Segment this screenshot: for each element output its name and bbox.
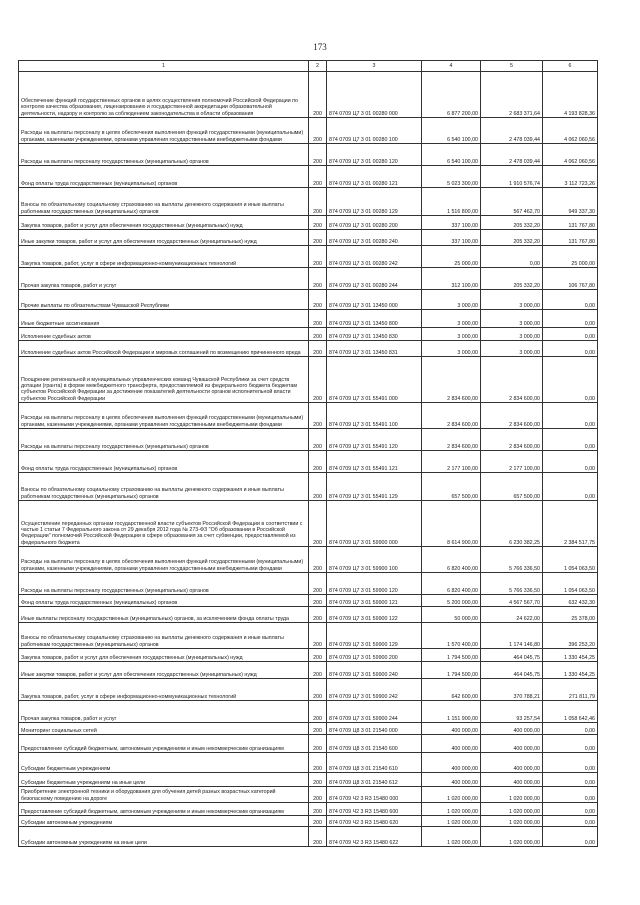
row-name: Фонд оплаты труда государственных (муниципальных) органов <box>19 166 309 188</box>
row-executed-amount: 6 230 382,25 <box>481 501 543 547</box>
row-approved-amount: 3 000,00 <box>422 341 481 357</box>
table-row <box>19 403 598 429</box>
table-row <box>19 118 598 144</box>
row-classification-code: 874 0709 Ц7 3 01 59900 200 <box>327 649 422 662</box>
row-unexecuted-amount: 131 767,80 <box>543 216 598 230</box>
row-classification-code: 874 0709 Ц7 3 01 00280 100 <box>327 118 422 144</box>
row-unexecuted-amount: 0,00 <box>543 451 598 473</box>
row-approved-amount: 2 834 600,00 <box>422 403 481 429</box>
column-header-6: 6 <box>543 61 598 72</box>
row-classification-code: 874 0709 Ч2 3 R3 15480 000 <box>327 787 422 803</box>
row-name: Исполнение судебных актов <box>19 328 309 341</box>
row-unexecuted-amount: 1 330 454,25 <box>543 649 598 662</box>
row-classification-code: 874 0709 Ц7 3 01 59900 240 <box>327 662 422 679</box>
column-header-2: 2 <box>309 61 327 72</box>
table-row <box>19 679 598 701</box>
row-unexecuted-amount: 25 000,00 <box>543 246 598 268</box>
table-row <box>19 290 598 310</box>
row-approved-amount: 400 000,00 <box>422 773 481 787</box>
row-approved-amount: 3 000,00 <box>422 310 481 328</box>
row-executed-amount: 0,00 <box>481 246 543 268</box>
row-name: Закупка товаров, работ, услуг в сфере информационно-коммуникационных технологий <box>19 246 309 268</box>
table-header-row <box>19 61 598 72</box>
row-classification-code: 874 0709 Ц7 3 01 00280 121 <box>327 166 422 188</box>
row-line-code: 200 <box>309 144 327 166</box>
row-line-code: 200 <box>309 246 327 268</box>
table-row <box>19 753 598 773</box>
row-approved-amount: 642 600,00 <box>422 679 481 701</box>
row-classification-code: 874 0709 Ц8 3 01 21540 612 <box>327 773 422 787</box>
table-row <box>19 328 598 341</box>
row-line-code: 200 <box>309 607 327 623</box>
row-unexecuted-amount: 0,00 <box>543 328 598 341</box>
row-unexecuted-amount: 131 767,80 <box>543 230 598 246</box>
row-approved-amount: 2 834 600,00 <box>422 429 481 451</box>
row-line-code: 200 <box>309 787 327 803</box>
table-row <box>19 816 598 827</box>
row-name: Расходы на выплаты персоналу в целях обеспечения выполнения функций государственными (муниципальными) органами, казенными учреждениями, органами управления государственными внебюджетными фондами <box>19 403 309 429</box>
table-row <box>19 649 598 662</box>
row-classification-code: 874 0709 Ц7 3 01 59900 000 <box>327 501 422 547</box>
row-line-code: 200 <box>309 827 327 847</box>
row-name: Обеспечение функций государственных органов в целях осуществления полномочий Российской Федерации по контролю качества образования, лицензированию и государственной аккредитации образовательной деятельности, надзору и контролю за соблюдением законодательства в области образования <box>19 72 309 118</box>
row-executed-amount: 657 500,00 <box>481 473 543 501</box>
row-approved-amount: 657 500,00 <box>422 473 481 501</box>
row-line-code: 200 <box>309 701 327 723</box>
row-classification-code: 874 0709 Ч2 3 R3 15480 620 <box>327 816 422 827</box>
row-executed-amount: 464 045,75 <box>481 662 543 679</box>
row-name: Расходы на выплаты персоналу государственных (муниципальных) органов <box>19 573 309 595</box>
row-classification-code: 874 0709 Ц7 3 01 59900 100 <box>327 547 422 573</box>
row-approved-amount: 400 000,00 <box>422 723 481 735</box>
table-row <box>19 803 598 816</box>
row-line-code: 200 <box>309 166 327 188</box>
row-executed-amount: 2 478 039,44 <box>481 118 543 144</box>
row-classification-code: 874 0709 Ц7 3 01 00280 200 <box>327 216 422 230</box>
row-executed-amount: 400 000,00 <box>481 773 543 787</box>
row-name: Расходы на выплаты персоналу в целях обеспечения выполнения функций государственными (муниципальными) органами, казенными учреждениями, органами управления государственными внебюджетными фондами <box>19 118 309 144</box>
table-row <box>19 827 598 847</box>
row-unexecuted-amount: 0,00 <box>543 803 598 816</box>
row-approved-amount: 6 540 100,00 <box>422 118 481 144</box>
row-unexecuted-amount: 0,00 <box>543 357 598 403</box>
table-row <box>19 473 598 501</box>
row-unexecuted-amount: 1 054 063,50 <box>543 573 598 595</box>
row-classification-code: 874 0709 Ц7 3 01 55491 100 <box>327 403 422 429</box>
table-row <box>19 72 598 118</box>
row-unexecuted-amount: 0,00 <box>543 827 598 847</box>
row-classification-code: 874 0709 Ц7 3 01 13450 831 <box>327 341 422 357</box>
row-name: Иные закупки товаров, работ и услуг для обеспечения государственных (муниципальных) нужд <box>19 230 309 246</box>
row-unexecuted-amount: 0,00 <box>543 473 598 501</box>
table-row <box>19 547 598 573</box>
row-executed-amount: 1 020 000,00 <box>481 787 543 803</box>
table-row <box>19 607 598 623</box>
row-classification-code: 874 0709 Ц7 3 01 00280 242 <box>327 246 422 268</box>
row-unexecuted-amount: 2 384 517,75 <box>543 501 598 547</box>
table-row <box>19 166 598 188</box>
row-name: Расходы на выплаты персоналу в целях обеспечения выполнения функций государственными (муниципальными) органами, казенными учреждениями, органами управления государственными внебюджетными фондами <box>19 547 309 573</box>
row-classification-code: 874 0709 Ц7 3 01 59900 122 <box>327 607 422 623</box>
row-approved-amount: 5 200 000,00 <box>422 595 481 607</box>
row-executed-amount: 400 000,00 <box>481 723 543 735</box>
row-name: Закупка товаров, работ и услуг для обеспечения государственных (муниципальных) нужд <box>19 649 309 662</box>
row-line-code: 200 <box>309 753 327 773</box>
table-row <box>19 701 598 723</box>
row-approved-amount: 1 151 900,00 <box>422 701 481 723</box>
row-executed-amount: 5 766 336,50 <box>481 573 543 595</box>
row-executed-amount: 93 257,54 <box>481 701 543 723</box>
table-row <box>19 451 598 473</box>
row-approved-amount: 3 000,00 <box>422 328 481 341</box>
row-executed-amount: 2 683 371,64 <box>481 72 543 118</box>
table-row <box>19 735 598 753</box>
row-line-code: 200 <box>309 403 327 429</box>
row-executed-amount: 3 000,00 <box>481 290 543 310</box>
row-name: Закупка товаров, работ, услуг в сфере информационно-коммуникационных технологий <box>19 679 309 701</box>
row-executed-amount: 205 332,20 <box>481 230 543 246</box>
row-executed-amount: 400 000,00 <box>481 753 543 773</box>
row-classification-code: 874 0709 Ц7 3 01 55491 129 <box>327 473 422 501</box>
row-line-code: 200 <box>309 816 327 827</box>
row-executed-amount: 1 020 000,00 <box>481 827 543 847</box>
row-line-code: 200 <box>309 357 327 403</box>
row-approved-amount: 2 834 600,00 <box>422 357 481 403</box>
row-unexecuted-amount: 1 054 063,50 <box>543 547 598 573</box>
row-name: Фонд оплаты труда государственных (муниципальных) органов <box>19 595 309 607</box>
row-line-code: 200 <box>309 188 327 216</box>
row-unexecuted-amount: 1 330 454,25 <box>543 662 598 679</box>
row-approved-amount: 50 000,00 <box>422 607 481 623</box>
row-approved-amount: 6 540 100,00 <box>422 144 481 166</box>
table-row <box>19 144 598 166</box>
row-unexecuted-amount: 0,00 <box>543 403 598 429</box>
row-executed-amount: 2 834 600,00 <box>481 357 543 403</box>
row-classification-code: 874 0709 Ч2 3 R3 15480 622 <box>327 827 422 847</box>
row-line-code: 200 <box>309 290 327 310</box>
row-unexecuted-amount: 0,00 <box>543 753 598 773</box>
row-name: Иные закупки товаров, работ и услуг для обеспечения государственных (муниципальных) нужд <box>19 662 309 679</box>
table-row <box>19 268 598 290</box>
row-approved-amount: 1 570 400,00 <box>422 623 481 649</box>
row-approved-amount: 312 100,00 <box>422 268 481 290</box>
row-classification-code: 874 0709 Ц7 3 01 00280 129 <box>327 188 422 216</box>
row-classification-code: 874 0709 Ц7 3 01 59900 242 <box>327 679 422 701</box>
table-row <box>19 501 598 547</box>
row-classification-code: 874 0709 Ц7 3 01 55491 121 <box>327 451 422 473</box>
row-classification-code: 874 0709 Ц7 3 01 59900 244 <box>327 701 422 723</box>
column-header-5: 5 <box>481 61 543 72</box>
table-row <box>19 662 598 679</box>
row-approved-amount: 8 614 900,00 <box>422 501 481 547</box>
row-unexecuted-amount: 271 811,79 <box>543 679 598 701</box>
row-unexecuted-amount: 4 062 060,56 <box>543 118 598 144</box>
row-line-code: 200 <box>309 723 327 735</box>
row-classification-code: 874 0709 Ц7 3 01 00280 120 <box>327 144 422 166</box>
row-unexecuted-amount: 0,00 <box>543 290 598 310</box>
row-line-code: 200 <box>309 501 327 547</box>
row-classification-code: 874 0709 Ц7 3 01 13450 800 <box>327 310 422 328</box>
row-approved-amount: 1 020 000,00 <box>422 816 481 827</box>
row-name: Субсидии бюджетным учреждениям <box>19 753 309 773</box>
table-row <box>19 787 598 803</box>
row-approved-amount: 337 100,00 <box>422 216 481 230</box>
row-unexecuted-amount: 0,00 <box>543 341 598 357</box>
row-name: Иные выплаты персоналу государственных (муниципальных) органов, за исключением фонда оплаты труда <box>19 607 309 623</box>
row-approved-amount: 400 000,00 <box>422 735 481 753</box>
table-row <box>19 595 598 607</box>
row-line-code: 200 <box>309 735 327 753</box>
row-classification-code: 874 0709 Ц8 3 01 21540 000 <box>327 723 422 735</box>
row-executed-amount: 5 766 336,50 <box>481 547 543 573</box>
row-approved-amount: 6 877 200,00 <box>422 72 481 118</box>
row-unexecuted-amount: 3 112 723,26 <box>543 166 598 188</box>
row-classification-code: 874 0709 Ц7 3 01 59900 120 <box>327 573 422 595</box>
table-row <box>19 216 598 230</box>
row-unexecuted-amount: 4 193 828,36 <box>543 72 598 118</box>
row-classification-code: 874 0709 Ц8 3 01 21540 600 <box>327 735 422 753</box>
row-line-code: 200 <box>309 429 327 451</box>
row-line-code: 200 <box>309 118 327 144</box>
row-unexecuted-amount: 396 253,20 <box>543 623 598 649</box>
budget-execution-table <box>18 60 598 847</box>
row-classification-code: 874 0709 Ц7 3 01 59900 129 <box>327 623 422 649</box>
row-approved-amount: 1 516 800,00 <box>422 188 481 216</box>
row-line-code: 200 <box>309 595 327 607</box>
row-executed-amount: 464 045,75 <box>481 649 543 662</box>
row-unexecuted-amount: 0,00 <box>543 735 598 753</box>
table-row <box>19 357 598 403</box>
row-executed-amount: 1 174 146,80 <box>481 623 543 649</box>
row-classification-code: 874 0709 Ц7 3 01 55491 120 <box>327 429 422 451</box>
row-name: Субсидии автономным учреждениям на иные цели <box>19 827 309 847</box>
row-executed-amount: 1 020 000,00 <box>481 816 543 827</box>
row-executed-amount: 567 462,70 <box>481 188 543 216</box>
row-name: Предоставление субсидий бюджетным, автономным учреждениям и иным некоммерческим организациям <box>19 803 309 816</box>
row-approved-amount: 6 820 400,00 <box>422 573 481 595</box>
row-approved-amount: 1 794 500,00 <box>422 649 481 662</box>
row-line-code: 200 <box>309 649 327 662</box>
row-line-code: 200 <box>309 803 327 816</box>
row-approved-amount: 2 177 100,00 <box>422 451 481 473</box>
row-executed-amount: 370 788,21 <box>481 679 543 701</box>
row-name: Субсидии автономным учреждениям <box>19 816 309 827</box>
row-approved-amount: 1 020 000,00 <box>422 827 481 847</box>
page-number: 173 <box>313 42 327 52</box>
row-line-code: 200 <box>309 773 327 787</box>
row-approved-amount: 400 000,00 <box>422 753 481 773</box>
row-classification-code: 874 0709 Ц7 3 01 13450 000 <box>327 290 422 310</box>
row-unexecuted-amount: 4 062 060,56 <box>543 144 598 166</box>
row-name: Взносы по обязательному социальному страхованию на выплаты денежного содержания и иные выплаты работникам государственных (муниципальных) органов <box>19 188 309 216</box>
row-approved-amount: 1 020 000,00 <box>422 803 481 816</box>
table-row <box>19 623 598 649</box>
row-name: Закупка товаров, работ и услуг для обеспечения государственных (муниципальных) нужд <box>19 216 309 230</box>
row-classification-code: 874 0709 Ц7 3 01 13450 830 <box>327 328 422 341</box>
row-unexecuted-amount: 949 337,30 <box>543 188 598 216</box>
row-executed-amount: 1 020 000,00 <box>481 803 543 816</box>
row-executed-amount: 3 000,00 <box>481 310 543 328</box>
row-name: Осуществление переданных органам государственной власти субъектов Российской Федерации в соответствии с частью 1 статьи 7 Федерального закона от 29 декабря 2012 года № 273-ФЗ "Об образовании в Российской Федерации" полномочий Российской Федерации в сфере образования за счет субвенции, предоставляемой из федерального бюджета <box>19 501 309 547</box>
row-line-code: 200 <box>309 341 327 357</box>
row-line-code: 200 <box>309 473 327 501</box>
row-unexecuted-amount: 0,00 <box>543 310 598 328</box>
row-name: Взносы по обязательному социальному страхованию на выплаты денежного содержания и иные выплаты работникам государственных (муниципальных) органов <box>19 473 309 501</box>
row-line-code: 200 <box>309 679 327 701</box>
row-line-code: 200 <box>309 328 327 341</box>
row-executed-amount: 2 478 039,44 <box>481 144 543 166</box>
row-executed-amount: 205 332,20 <box>481 268 543 290</box>
row-classification-code: 874 0709 Ч2 3 R3 15480 600 <box>327 803 422 816</box>
row-executed-amount: 4 567 567,70 <box>481 595 543 607</box>
row-executed-amount: 2 834 600,00 <box>481 429 543 451</box>
column-header-3: 3 <box>327 61 422 72</box>
row-approved-amount: 25 000,00 <box>422 246 481 268</box>
row-unexecuted-amount: 106 767,80 <box>543 268 598 290</box>
row-line-code: 200 <box>309 268 327 290</box>
row-unexecuted-amount: 0,00 <box>543 723 598 735</box>
column-header-4: 4 <box>422 61 481 72</box>
row-classification-code: 874 0709 Ц7 3 01 00280 000 <box>327 72 422 118</box>
row-unexecuted-amount: 25 378,00 <box>543 607 598 623</box>
row-approved-amount: 5 023 300,00 <box>422 166 481 188</box>
row-name: Прочие выплаты по обязательствам Чувашской Республики <box>19 290 309 310</box>
row-line-code: 200 <box>309 72 327 118</box>
row-name: Мониторинг социальных сетей <box>19 723 309 735</box>
row-classification-code: 874 0709 Ц8 3 01 21540 610 <box>327 753 422 773</box>
table-row <box>19 246 598 268</box>
table-row <box>19 310 598 328</box>
row-executed-amount: 3 000,00 <box>481 341 543 357</box>
row-unexecuted-amount: 0,00 <box>543 816 598 827</box>
row-classification-code: 874 0709 Ц7 3 01 55491 000 <box>327 357 422 403</box>
row-approved-amount: 1 794 500,00 <box>422 662 481 679</box>
row-name: Приобретение электронной техники и оборудования для обучения детей разных возрастных категорий безопасному поведению на дороге <box>19 787 309 803</box>
row-executed-amount: 205 332,20 <box>481 216 543 230</box>
row-executed-amount: 3 000,00 <box>481 328 543 341</box>
row-name: Взносы по обязательному социальному страхованию на выплаты денежного содержания и иные выплаты работникам государственных (муниципальных) органов <box>19 623 309 649</box>
table-row <box>19 573 598 595</box>
row-line-code: 200 <box>309 230 327 246</box>
row-name: Фонд оплаты труда государственных (муниципальных) органов <box>19 451 309 473</box>
row-classification-code: 874 0709 Ц7 3 01 00280 244 <box>327 268 422 290</box>
table-row <box>19 429 598 451</box>
row-line-code: 200 <box>309 310 327 328</box>
row-approved-amount: 1 020 000,00 <box>422 787 481 803</box>
row-name: Поощрение региональной и муниципальных управленческих команд Чувашской Республики за счет средств дотации (гранта) в форме межбюджетного трансферта, предоставляемой из федерального бюджета бюджетам субъектов Российской Федерации за достижение показателей деятельности органов исполнительной власти субъектов Российской Федерации <box>19 357 309 403</box>
row-name: Предоставление субсидий бюджетным, автономным учреждениям и иным некоммерческим организациям <box>19 735 309 753</box>
row-unexecuted-amount: 632 432,30 <box>543 595 598 607</box>
row-unexecuted-amount: 0,00 <box>543 429 598 451</box>
row-executed-amount: 400 000,00 <box>481 735 543 753</box>
row-executed-amount: 1 910 576,74 <box>481 166 543 188</box>
table-row <box>19 341 598 357</box>
row-name: Иные бюджетные ассигнования <box>19 310 309 328</box>
table-row <box>19 723 598 735</box>
row-approved-amount: 337 100,00 <box>422 230 481 246</box>
row-name: Исполнение судебных актов Российской Федерации и мировых соглашений по возмещению причиненного вреда <box>19 341 309 357</box>
row-line-code: 200 <box>309 573 327 595</box>
row-name: Расходы на выплаты персоналу государственных (муниципальных) органов <box>19 144 309 166</box>
row-approved-amount: 6 820 400,00 <box>422 547 481 573</box>
row-executed-amount: 2 177 100,00 <box>481 451 543 473</box>
column-header-1: 1 <box>19 61 309 72</box>
table-row <box>19 773 598 787</box>
row-unexecuted-amount: 1 058 642,46 <box>543 701 598 723</box>
row-line-code: 200 <box>309 662 327 679</box>
row-line-code: 200 <box>309 623 327 649</box>
row-name: Прочая закупка товаров, работ и услуг <box>19 268 309 290</box>
row-approved-amount: 3 000,00 <box>422 290 481 310</box>
row-name: Расходы на выплаты персоналу государственных (муниципальных) органов <box>19 429 309 451</box>
row-name: Прочая закупка товаров, работ и услуг <box>19 701 309 723</box>
row-line-code: 200 <box>309 547 327 573</box>
row-name: Субсидии бюджетным учреждениям на иные цели <box>19 773 309 787</box>
row-classification-code: 874 0709 Ц7 3 01 59900 121 <box>327 595 422 607</box>
row-classification-code: 874 0709 Ц7 3 01 00280 240 <box>327 230 422 246</box>
row-line-code: 200 <box>309 216 327 230</box>
row-line-code: 200 <box>309 451 327 473</box>
table-row <box>19 230 598 246</box>
row-executed-amount: 24 622,00 <box>481 607 543 623</box>
row-unexecuted-amount: 0,00 <box>543 773 598 787</box>
row-executed-amount: 2 834 600,00 <box>481 403 543 429</box>
table-row <box>19 188 598 216</box>
row-unexecuted-amount: 0,00 <box>543 787 598 803</box>
